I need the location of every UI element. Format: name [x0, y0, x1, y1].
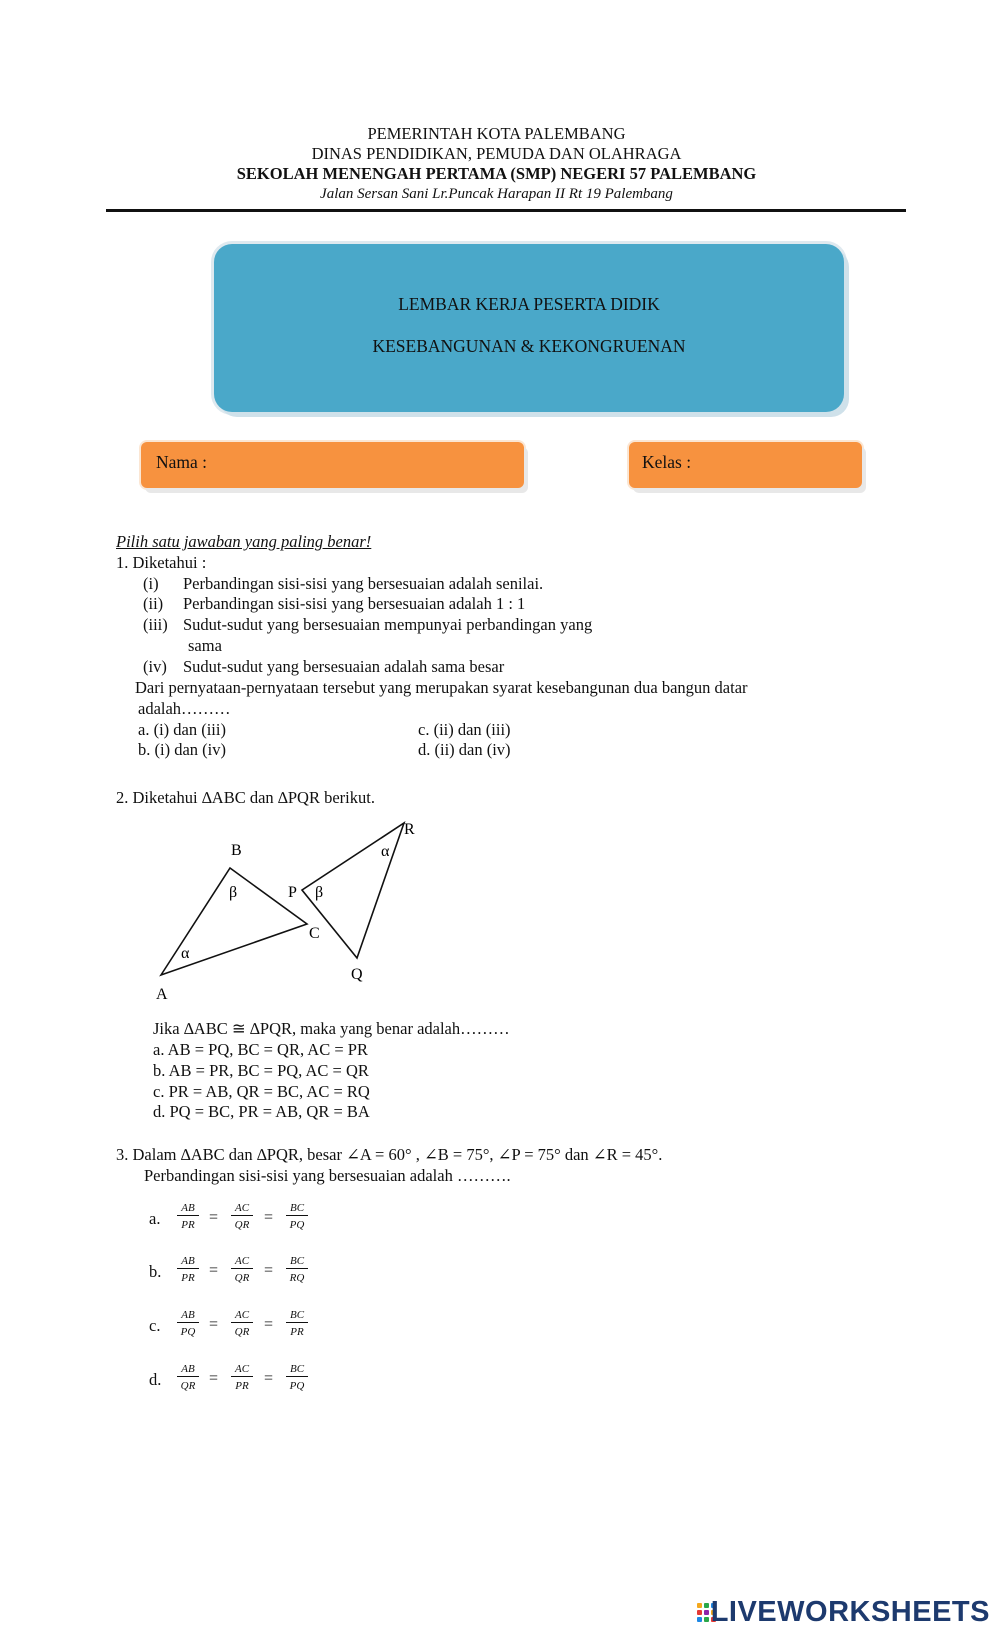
label-alpha-a: α — [181, 945, 190, 962]
label-q: Q — [351, 966, 363, 983]
q1-question: Dari pernyataan-pernyataan tersebut yang merupakan syarat kesebangunan dua bangun datar — [135, 678, 748, 697]
q2-option-c[interactable]: c. PR = AB, QR = BC, AC = RQ — [153, 1082, 370, 1101]
q1-stem: 1. Diketahui : — [116, 553, 207, 572]
worksheet-topic: KESEBANGUNAN & KEKONGRUENAN — [372, 336, 686, 356]
class-label: Kelas : — [642, 452, 692, 472]
q1-item-num: (i) — [143, 574, 159, 593]
header-department: DINAS PENDIDIKAN, PEMUDA DAN OLAHRAGA — [311, 144, 682, 163]
q3-option-a-fraction: $\frac{BC}{PQ}$ — [286, 1202, 308, 1231]
q3-option-a-fraction: $\frac{AB}{PR}$ — [177, 1202, 199, 1231]
q3-option-d-label[interactable]: d. — [149, 1370, 162, 1389]
q3-option-d-fraction: $\frac{AB}{QR}$ — [177, 1363, 199, 1392]
q1-option-b[interactable]: b. (i) dan (iv) — [138, 740, 226, 759]
equals-sign: = — [264, 1370, 274, 1387]
q3-option-d-fraction: $\frac{AC}{PR}$ — [231, 1363, 253, 1392]
q3-option-b-fraction: $\frac{BC}{RQ}$ — [286, 1255, 308, 1284]
q1-item-num: (iii) — [143, 615, 168, 634]
q1-item-text: sama — [188, 636, 222, 655]
q3-option-b-fraction: $\frac{AC}{QR}$ — [231, 1255, 253, 1284]
q3-stem-continued: Perbandingan sisi-sisi yang bersesuaian adalah ………. — [144, 1166, 511, 1185]
q3-option-c-label[interactable]: c. — [149, 1316, 161, 1335]
q1-item-text: Perbandingan sisi-sisi yang bersesuaian adalah 1 : 1 — [183, 594, 526, 613]
q2-option-a[interactable]: a. AB = PQ, BC = QR, AC = PR — [153, 1040, 368, 1059]
q1-item-num: (ii) — [143, 594, 164, 613]
q3-option-b-fraction: $\frac{AB}{PR}$ — [177, 1255, 199, 1284]
q1-option-d[interactable]: d. (ii) dan (iv) — [418, 740, 511, 759]
q3-stem: 3. Dalam ∆ABC dan ∆PQR, besar ∠A = 60° , ∠B = 75°, ∠P = 75° dan ∠R = 45°. — [116, 1145, 663, 1164]
instruction: Pilih satu jawaban yang paling benar! — [116, 532, 372, 551]
label-a: A — [156, 986, 168, 1003]
name-label: Nama : — [156, 452, 208, 472]
label-r: R — [404, 821, 415, 838]
header-government: PEMERINTAH KOTA PALEMBANG — [367, 124, 626, 143]
worksheet-title: LEMBAR KERJA PESERTA DIDIK — [398, 294, 660, 314]
equals-sign: = — [209, 1262, 219, 1279]
q3-option-b-label[interactable]: b. — [149, 1262, 162, 1281]
label-b: B — [231, 842, 242, 859]
q1-question-end: adalah……… — [138, 699, 231, 718]
equals-sign: = — [264, 1209, 274, 1226]
header-address: Jalan Sersan Sani Lr.Puncak Harapan II Rt 19 Palembang — [320, 186, 673, 202]
equals-sign: = — [264, 1316, 274, 1333]
q2-option-b[interactable]: b. AB = PR, BC = PQ, AC = QR — [153, 1061, 369, 1080]
q1-option-a[interactable]: a. (i) dan (iii) — [138, 720, 226, 739]
q3-option-c-fraction: $\frac{AC}{QR}$ — [231, 1309, 253, 1338]
label-p: P — [288, 884, 297, 901]
equals-sign: = — [209, 1209, 219, 1226]
q3-option-c-fraction: $\frac{BC}{PR}$ — [286, 1309, 308, 1338]
q2-stem: 2. Diketahui ∆ABC dan ∆PQR berikut. — [116, 788, 375, 807]
equals-sign: = — [264, 1262, 274, 1279]
label-alpha-r: α — [381, 843, 390, 860]
q2-question: Jika ∆ABC ≅ ∆PQR, maka yang benar adalah……… — [153, 1019, 510, 1038]
header-school: SEKOLAH MENENGAH PERTAMA (SMP) NEGERI 57 PALEMBANG — [236, 164, 757, 183]
label-c: C — [309, 925, 320, 942]
q3-option-d-fraction: $\frac{BC}{PQ}$ — [286, 1363, 308, 1392]
equals-sign: = — [209, 1370, 219, 1387]
equals-sign: = — [209, 1316, 219, 1333]
q2-option-d[interactable]: d. PQ = BC, PR = AB, QR = BA — [153, 1102, 370, 1121]
q1-item-num: (iv) — [143, 657, 167, 676]
q1-option-c[interactable]: c. (ii) dan (iii) — [418, 720, 511, 739]
q1-item-text: Sudut-sudut yang bersesuaian adalah sama besar — [183, 657, 505, 676]
label-beta-b: β — [229, 884, 238, 901]
q3-option-a-fraction: $\frac{AC}{QR}$ — [231, 1202, 253, 1231]
q3-option-a-label[interactable]: a. — [149, 1209, 161, 1228]
q1-item-text: Perbandingan sisi-sisi yang bersesuaian adalah senilai. — [183, 574, 544, 593]
label-beta-p: β — [315, 884, 324, 901]
q3-option-c-fraction: $\frac{AB}{PQ}$ — [177, 1309, 199, 1338]
q1-item-text: Sudut-sudut yang bersesuaian mempunyai perbandingan yang — [183, 615, 593, 634]
liveworksheets-brand: LIVEWORKSHEETS — [710, 1596, 990, 1628]
